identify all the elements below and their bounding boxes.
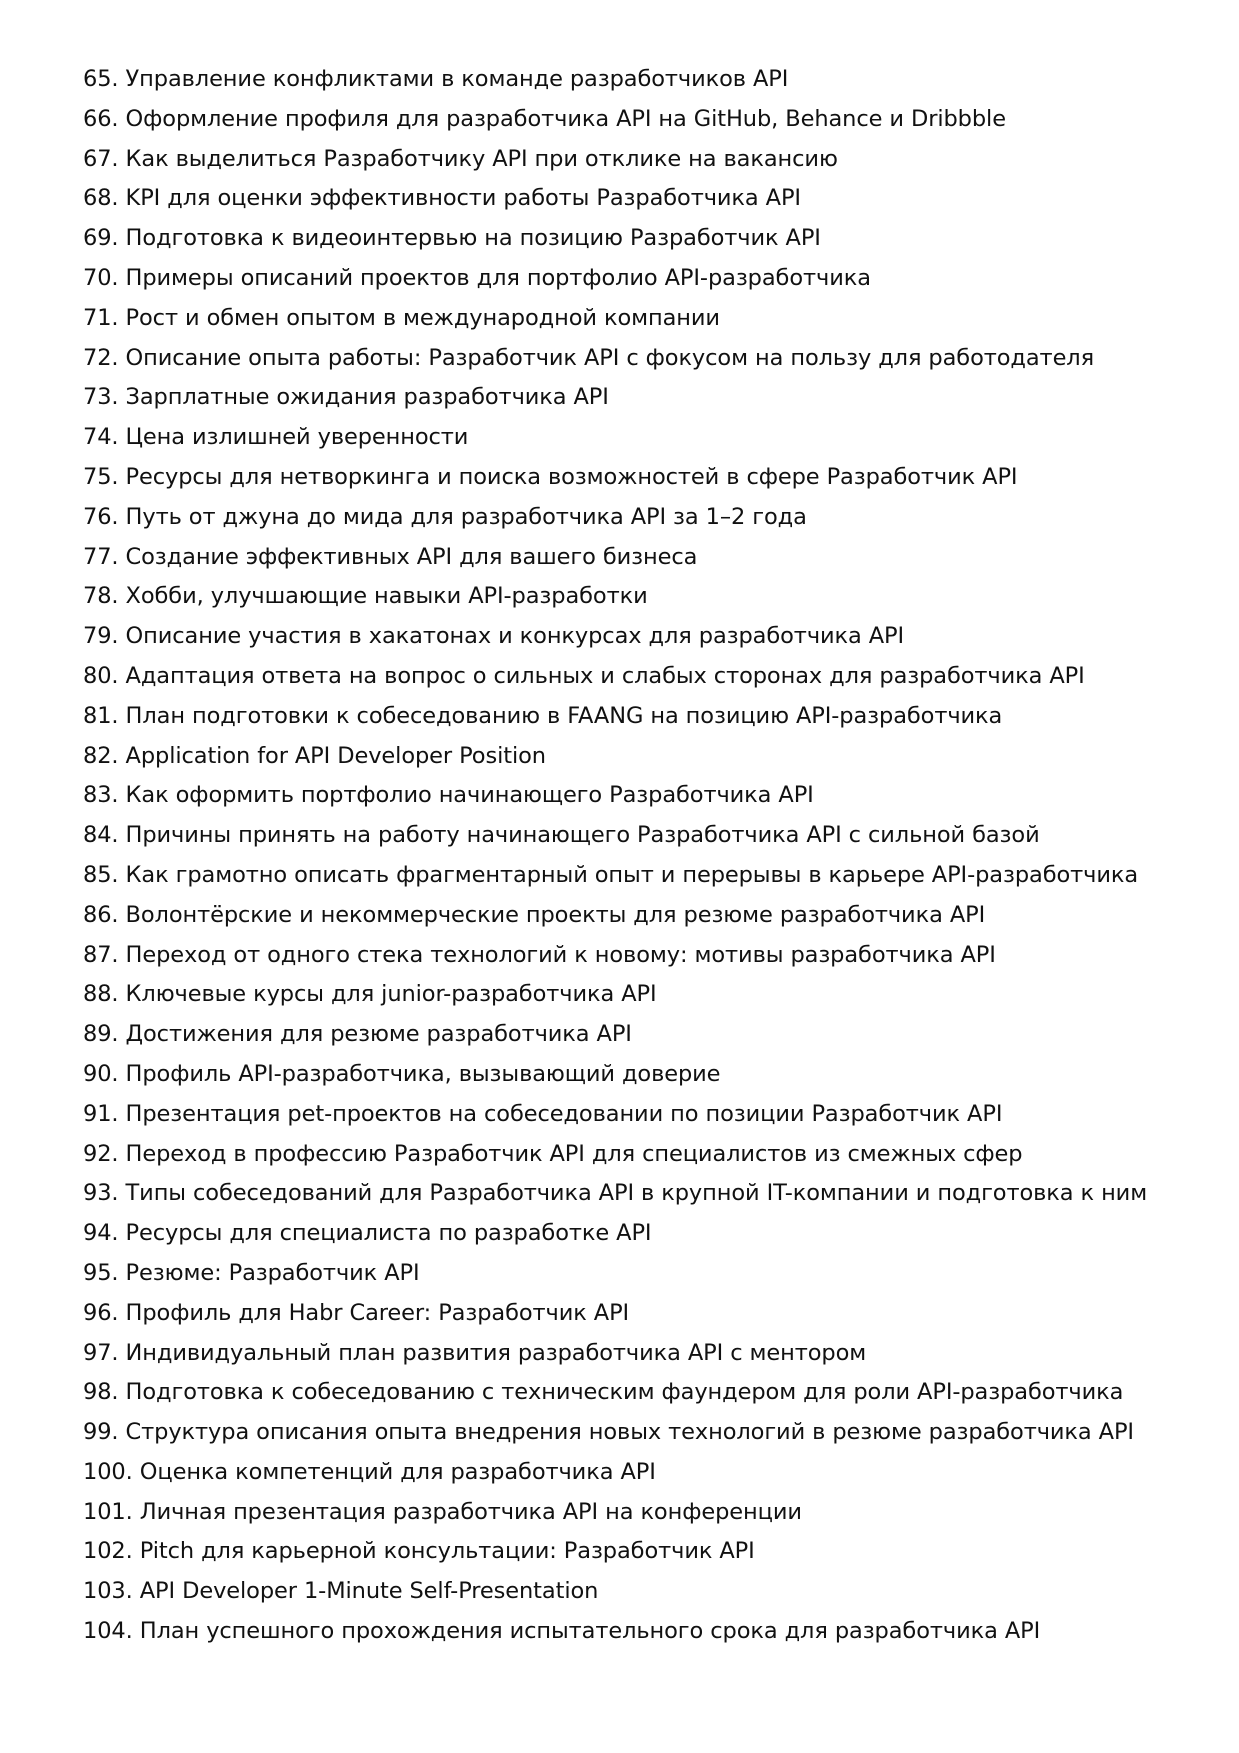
list-item: 97. Индивидуальный план развития разработчика API с ментором [83, 1339, 867, 1366]
list-item: 99. Структура описания опыта внедрения новых технологий в резюме разработчика API [83, 1419, 1134, 1446]
list-item: 88. Ключевые курсы для junior-разработчика API [83, 981, 657, 1008]
list-item: 71. Рост и обмен опытом в международной компании [83, 304, 720, 331]
list-item: 92. Переход в профессию Разработчик API для специалистов из смежных сфер [83, 1140, 1023, 1167]
list-item: 68. KPI для оценки эффективности работы Разработчика API [83, 185, 801, 212]
list-item: 77. Создание эффективных API для вашего бизнеса [83, 543, 698, 570]
list-item: 94. Ресурсы для специалиста по разработке API [83, 1220, 652, 1247]
list-item: 82. Application for API Developer Position [83, 742, 546, 769]
list-item: 101. Личная презентация разработчика API на конференции [83, 1498, 802, 1525]
list-item: 83. Как оформить портфолио начинающего Разработчика API [83, 782, 814, 809]
list-item: 102. Pitch для карьерной консультации: Разработчик API [83, 1538, 755, 1565]
topic-list [83, 60, 1147, 1652]
list-item: 89. Достижения для резюме разработчика API [83, 1021, 632, 1048]
list-item: 69. Подготовка к видеоинтервью на позицию Разработчик API [83, 225, 821, 252]
list-item: 85. Как грамотно описать фрагментарный опыт и перерывы в карьере API-разработчика [83, 861, 1139, 888]
list-item: 91. Презентация pet-проектов на собеседовании по позиции Разработчик API [83, 1100, 1003, 1127]
list-item: 70. Примеры описаний проектов для портфолио API-разработчика [83, 264, 871, 291]
list-item: 78. Хобби, улучшающие навыки API-разработки [83, 583, 648, 610]
list-item: 103. API Developer 1-Minute Self-Presentation [83, 1578, 599, 1605]
list-item: 90. Профиль API-разработчика, вызывающий доверие [83, 1060, 721, 1087]
list-item: 65. Управление конфликтами в команде разработчиков API [83, 66, 789, 92]
list-item: 73. Зарплатные ожидания разработчика API [83, 384, 609, 411]
list-item: 76. Путь от джуна до мида для разработчика API за 1–2 года [83, 503, 807, 530]
list-item: 80. Адаптация ответа на вопрос о сильных и слабых сторонах для разработчика API [83, 662, 1085, 689]
list-item: 100. Оценка компетенций для разработчика API [83, 1458, 656, 1485]
list-item: 75. Ресурсы для нетворкинга и поиска возможностей в сфере Разработчик API [83, 463, 1018, 490]
list-item: 93. Типы собеседований для Разработчика API в крупной IT-компании и подготовка к ним [83, 1180, 1148, 1207]
list-item: 87. Переход от одного стека технологий к новому: мотивы разработчика API [83, 941, 996, 968]
list-item: 84. Причины принять на работу начинающего Разработчика API с сильной базой [83, 822, 1040, 849]
list-item: 67. Как выделиться Разработчику API при отклике на вакансию [83, 145, 838, 172]
list-item: 74. Цена излишней уверенности [83, 424, 469, 451]
list-item: 66. Оформление профиля для разработчика API на GitHub, Behance и Dribbble [83, 105, 1006, 132]
list-item: 81. План подготовки к собеседованию в FAANG на позицию API-разработчика [83, 702, 1003, 729]
list-item: 104. План успешного прохождения испытательного срока для разработчика API [83, 1618, 1041, 1645]
list-item: 98. Подготовка к собеседованию с техническим фаундером для роли API-разработчика [83, 1379, 1124, 1406]
list-item: 86. Волонтёрские и некоммерческие проекты для резюме разработчика API [83, 901, 986, 928]
list-item: 79. Описание участия в хакатонах и конкурсах для разработчика API [83, 623, 905, 650]
list-item: 96. Профиль для Habr Career: Разработчик API [83, 1299, 630, 1326]
list-item: 95. Резюме: Разработчик API [83, 1259, 420, 1286]
list-item: 72. Описание опыта работы: Разработчик API с фокусом на пользу для работодателя [83, 344, 1095, 371]
